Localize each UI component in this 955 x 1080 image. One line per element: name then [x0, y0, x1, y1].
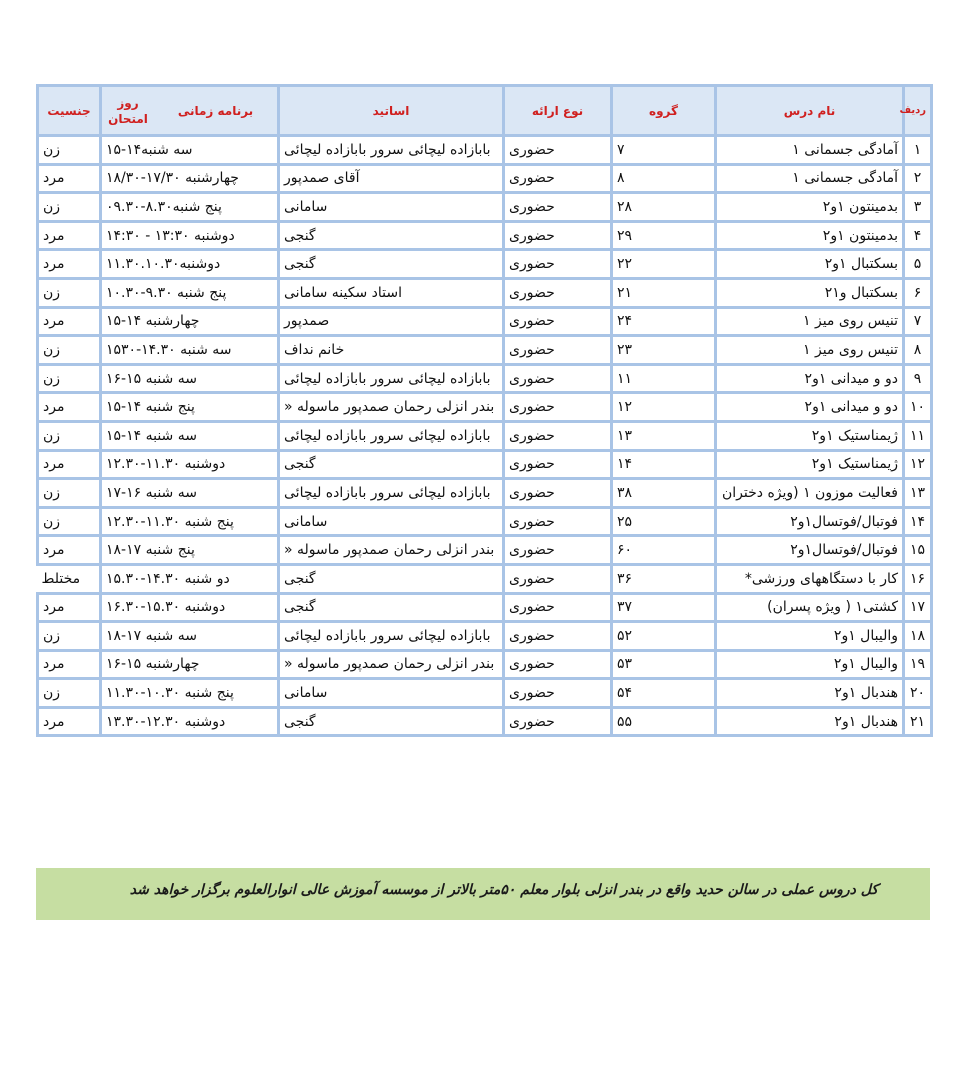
- group-number-cell: ۲۹: [612, 221, 716, 250]
- group-number-cell: ۱۱: [612, 364, 716, 393]
- gender-cell: مرد: [38, 450, 101, 479]
- delivery-type-cell: حضوری: [504, 336, 612, 365]
- row-number-cell: ۲۰: [904, 679, 932, 708]
- course-name-cell: دو و میدانی ۱و۲: [716, 393, 904, 422]
- schedule-time-cell: سه شنبه ۱۴.۳۰-۱۵۳۰: [101, 336, 279, 365]
- instructor-cell: بندر انزلی رحمان صمدپور ماسوله «: [279, 393, 504, 422]
- schedule-time-cell: پنج شنبه ۱۱.۳۰-۱۲.۳۰: [101, 507, 279, 536]
- gender-cell: مرد: [38, 221, 101, 250]
- table-header-row: [38, 86, 932, 136]
- schedule-time-cell: سه شنبه ۱۷-۱۸: [101, 622, 279, 651]
- table-row: [38, 679, 932, 708]
- schedule-time-cell: چهارشنبه ۱۵-۱۶: [101, 650, 279, 679]
- group-number-cell: ۱۲: [612, 393, 716, 422]
- instructor-cell: گنجی: [279, 250, 504, 279]
- course-name-cell: والیبال ۱و۲: [716, 650, 904, 679]
- row-number-cell: ۳: [904, 193, 932, 222]
- schedule-time-cell: پنج شنبه۸.۳۰-۰۹.۳۰: [101, 193, 279, 222]
- course-name-cell: بسکتبال ۱و۲: [716, 250, 904, 279]
- group-number-cell: ۵۵: [612, 707, 716, 736]
- gender-cell: زن: [38, 622, 101, 651]
- instructor-cell: بندر انزلی رحمان صمدپور ماسوله «: [279, 536, 504, 565]
- table-row: [38, 307, 932, 336]
- gender-cell: مرد: [38, 536, 101, 565]
- instructor-cell: گنجی: [279, 707, 504, 736]
- table-row: [38, 450, 932, 479]
- instructor-cell: بندر انزلی رحمان صمدپور ماسوله «: [279, 650, 504, 679]
- course-name-cell: آمادگی جسمانی ۱: [716, 164, 904, 193]
- delivery-type-cell: حضوری: [504, 136, 612, 165]
- instructor-cell: بابازاده لیچائی سرور بابازاده لیچائی: [279, 622, 504, 651]
- schedule-time-cell: پنج شنبه ۹.۳۰-۱۰.۳۰: [101, 278, 279, 307]
- schedule-time-cell: چهارشنبه ۱۴-۱۵: [101, 307, 279, 336]
- schedule-time-cell: سه شنبه۱۴-۱۵: [101, 136, 279, 165]
- course-schedule-table: [36, 84, 933, 737]
- table-row: [38, 536, 932, 565]
- table-row: [38, 164, 932, 193]
- table-row: [38, 622, 932, 651]
- course-name-cell: بدمینتون ۱و۲: [716, 193, 904, 222]
- schedule-time-cell: پنج شنبه ۱۴-۱۵: [101, 393, 279, 422]
- course-name-cell: فعالیت موزون ۱ (ویژه دختران: [716, 479, 904, 508]
- delivery-type-cell: حضوری: [504, 450, 612, 479]
- group-number-cell: ۲۲: [612, 250, 716, 279]
- header-schedule-label: برنامه زمانی: [177, 103, 254, 118]
- instructor-cell: بابازاده لیچائی سرور بابازاده لیچائی: [279, 421, 504, 450]
- schedule-time-cell: سه شنبه ۱۵-۱۶: [101, 364, 279, 393]
- table-row: [38, 250, 932, 279]
- footer-note: کل دروس عملی در سالن حدید واقع در بندر انزلی بلوار معلم ۵۰متر بالاتر از موسسه آموزش عالی انوارالعلوم برگزار خواهد شد: [129, 882, 878, 898]
- group-number-cell: ۵۴: [612, 679, 716, 708]
- schedule-time-cell: دوشنبه ۱۳:۳۰ - ۱۴:۳۰: [101, 221, 279, 250]
- group-number-cell: ۱۴: [612, 450, 716, 479]
- instructor-cell: صمدپور: [279, 307, 504, 336]
- header-gender: جنسیت: [38, 86, 101, 136]
- gender-cell: مرد: [38, 650, 101, 679]
- table-row: [38, 479, 932, 508]
- delivery-type-cell: حضوری: [504, 564, 612, 593]
- schedule-time-cell: سه شنبه ۱۴-۱۵: [101, 421, 279, 450]
- course-name-cell: والیبال ۱و۲: [716, 622, 904, 651]
- table-row: [38, 278, 932, 307]
- schedule-time-cell: پنج شنبه ۱۷-۱۸: [101, 536, 279, 565]
- instructor-cell: گنجی: [279, 564, 504, 593]
- course-name-cell: آمادگی جسمانی ۱: [716, 136, 904, 165]
- row-number-cell: ۱۶: [904, 564, 932, 593]
- row-number-cell: ۲: [904, 164, 932, 193]
- gender-cell: مرد: [38, 164, 101, 193]
- delivery-type-cell: حضوری: [504, 250, 612, 279]
- header-instructors: اساتید: [279, 86, 504, 136]
- delivery-type-cell: حضوری: [504, 221, 612, 250]
- group-number-cell: ۷: [612, 136, 716, 165]
- group-number-cell: ۵۳: [612, 650, 716, 679]
- table-row: [38, 564, 932, 593]
- table-row: [38, 221, 932, 250]
- instructor-cell: گنجی: [279, 221, 504, 250]
- row-number-cell: ۱: [904, 136, 932, 165]
- header-row-number: ردیف: [904, 86, 932, 136]
- delivery-type-cell: حضوری: [504, 278, 612, 307]
- schedule-time-cell: دوشنبه ۱۵.۳۰-۱۶.۳۰: [101, 593, 279, 622]
- gender-cell: زن: [38, 336, 101, 365]
- course-name-cell: ژیمناستیک ۱و۲: [716, 421, 904, 450]
- delivery-type-cell: حضوری: [504, 307, 612, 336]
- instructor-cell: گنجی: [279, 593, 504, 622]
- row-number-cell: ۷: [904, 307, 932, 336]
- table-body: [38, 136, 932, 736]
- group-number-cell: ۵۲: [612, 622, 716, 651]
- row-number-cell: ۹: [904, 364, 932, 393]
- row-number-cell: ۱۵: [904, 536, 932, 565]
- group-number-cell: ۳۷: [612, 593, 716, 622]
- gender-cell: مرد: [38, 707, 101, 736]
- delivery-type-cell: حضوری: [504, 164, 612, 193]
- group-number-cell: ۶۰: [612, 536, 716, 565]
- header-schedule: [101, 86, 279, 136]
- delivery-type-cell: حضوری: [504, 679, 612, 708]
- course-name-cell: کشتی۱ ( ویژه پسران): [716, 593, 904, 622]
- table-row: [38, 707, 932, 736]
- delivery-type-cell: حضوری: [504, 593, 612, 622]
- gender-cell: زن: [38, 507, 101, 536]
- gender-cell: زن: [38, 193, 101, 222]
- course-name-cell: فوتبال/فوتسال۱و۲: [716, 507, 904, 536]
- delivery-type-cell: حضوری: [504, 421, 612, 450]
- header-group: گروه: [612, 86, 716, 136]
- delivery-type-cell: حضوری: [504, 536, 612, 565]
- group-number-cell: ۱۳: [612, 421, 716, 450]
- group-number-cell: ۲۵: [612, 507, 716, 536]
- row-number-cell: ۸: [904, 336, 932, 365]
- gender-cell: زن: [38, 364, 101, 393]
- instructor-cell: بابازاده لیچائی سرور بابازاده لیچائی: [279, 364, 504, 393]
- instructor-cell: بابازاده لیچائی سرور بابازاده لیچائی: [279, 136, 504, 165]
- schedule-time-cell: دوشنبه ۱۱.۳۰-۱۲.۳۰: [101, 450, 279, 479]
- gender-cell: مختلط: [38, 564, 101, 593]
- table-row: [38, 393, 932, 422]
- row-number-cell: ۱۱: [904, 421, 932, 450]
- schedule-sheet: [36, 84, 930, 737]
- table-row: [38, 507, 932, 536]
- course-name-cell: تنیس روی میز ۱: [716, 336, 904, 365]
- instructor-cell: گنجی: [279, 450, 504, 479]
- header-course-name: نام درس: [716, 86, 904, 136]
- schedule-time-cell: دوشنبه ۱۲.۳۰-۱۳.۳۰: [101, 707, 279, 736]
- row-number-cell: ۱۲: [904, 450, 932, 479]
- instructor-cell: سامانی: [279, 507, 504, 536]
- group-number-cell: ۳۸: [612, 479, 716, 508]
- instructor-cell: خانم نداف: [279, 336, 504, 365]
- schedule-time-cell: دو شنبه ۱۴.۳۰-۱۵.۳۰: [101, 564, 279, 593]
- delivery-type-cell: حضوری: [504, 707, 612, 736]
- row-number-cell: ۱۸: [904, 622, 932, 651]
- delivery-type-cell: حضوری: [504, 650, 612, 679]
- row-number-cell: ۴: [904, 221, 932, 250]
- row-number-cell: ۱۴: [904, 507, 932, 536]
- gender-cell: مرد: [38, 593, 101, 622]
- gender-cell: مرد: [38, 307, 101, 336]
- course-name-cell: بسکتبال و۲۱: [716, 278, 904, 307]
- gender-cell: زن: [38, 421, 101, 450]
- course-name-cell: کار با دستگاههای ورزشی*: [716, 564, 904, 593]
- gender-cell: مرد: [38, 250, 101, 279]
- gender-cell: زن: [38, 679, 101, 708]
- course-name-cell: تنیس روی میز ۱: [716, 307, 904, 336]
- group-number-cell: ۲۸: [612, 193, 716, 222]
- header-exam-day: روز امتحان: [108, 95, 148, 126]
- footer-note-bar: [36, 868, 930, 920]
- row-number-cell: ۵: [904, 250, 932, 279]
- table-row: [38, 650, 932, 679]
- delivery-type-cell: حضوری: [504, 364, 612, 393]
- table-row: [38, 136, 932, 165]
- schedule-time-cell: سه شنبه ۱۶-۱۷: [101, 479, 279, 508]
- schedule-time-cell: پنج شنبه ۱۰.۳۰-۱۱.۳۰: [101, 679, 279, 708]
- group-number-cell: ۲۱: [612, 278, 716, 307]
- course-name-cell: دو و میدانی ۱و۲: [716, 364, 904, 393]
- instructor-cell: آقای صمدپور: [279, 164, 504, 193]
- group-number-cell: ۲۴: [612, 307, 716, 336]
- course-name-cell: بدمینتون ۱و۲: [716, 221, 904, 250]
- gender-cell: زن: [38, 278, 101, 307]
- course-name-cell: ژیمناستیک ۱و۲: [716, 450, 904, 479]
- row-number-cell: ۶: [904, 278, 932, 307]
- instructor-cell: استاد سکینه سامانی: [279, 278, 504, 307]
- delivery-type-cell: حضوری: [504, 507, 612, 536]
- group-number-cell: ۸: [612, 164, 716, 193]
- row-number-cell: ۲۱: [904, 707, 932, 736]
- course-name-cell: فوتبال/فوتسال۱و۲: [716, 536, 904, 565]
- course-name-cell: هندبال ۱و۲: [716, 707, 904, 736]
- table-row: [38, 193, 932, 222]
- group-number-cell: ۲۳: [612, 336, 716, 365]
- schedule-time-cell: دوشنبه۱۱.۳۰.۱۰.۳۰: [101, 250, 279, 279]
- delivery-type-cell: حضوری: [504, 193, 612, 222]
- instructor-cell: سامانی: [279, 679, 504, 708]
- schedule-time-cell: چهارشنبه ۱۷/۳۰-۱۸/۳۰: [101, 164, 279, 193]
- group-number-cell: ۳۶: [612, 564, 716, 593]
- table-row: [38, 336, 932, 365]
- table-row: [38, 421, 932, 450]
- delivery-type-cell: حضوری: [504, 622, 612, 651]
- gender-cell: زن: [38, 479, 101, 508]
- row-number-cell: ۱۷: [904, 593, 932, 622]
- delivery-type-cell: حضوری: [504, 393, 612, 422]
- table-row: [38, 364, 932, 393]
- course-name-cell: هندبال ۱و۲: [716, 679, 904, 708]
- row-number-cell: ۱۹: [904, 650, 932, 679]
- row-number-cell: ۱۳: [904, 479, 932, 508]
- gender-cell: مرد: [38, 393, 101, 422]
- row-number-cell: ۱۰: [904, 393, 932, 422]
- gender-cell: زن: [38, 136, 101, 165]
- header-delivery-type: نوع ارائه: [504, 86, 612, 136]
- table-row: [38, 593, 932, 622]
- instructor-cell: سامانی: [279, 193, 504, 222]
- delivery-type-cell: حضوری: [504, 479, 612, 508]
- instructor-cell: بابازاده لیچائی سرور بابازاده لیچائی: [279, 479, 504, 508]
